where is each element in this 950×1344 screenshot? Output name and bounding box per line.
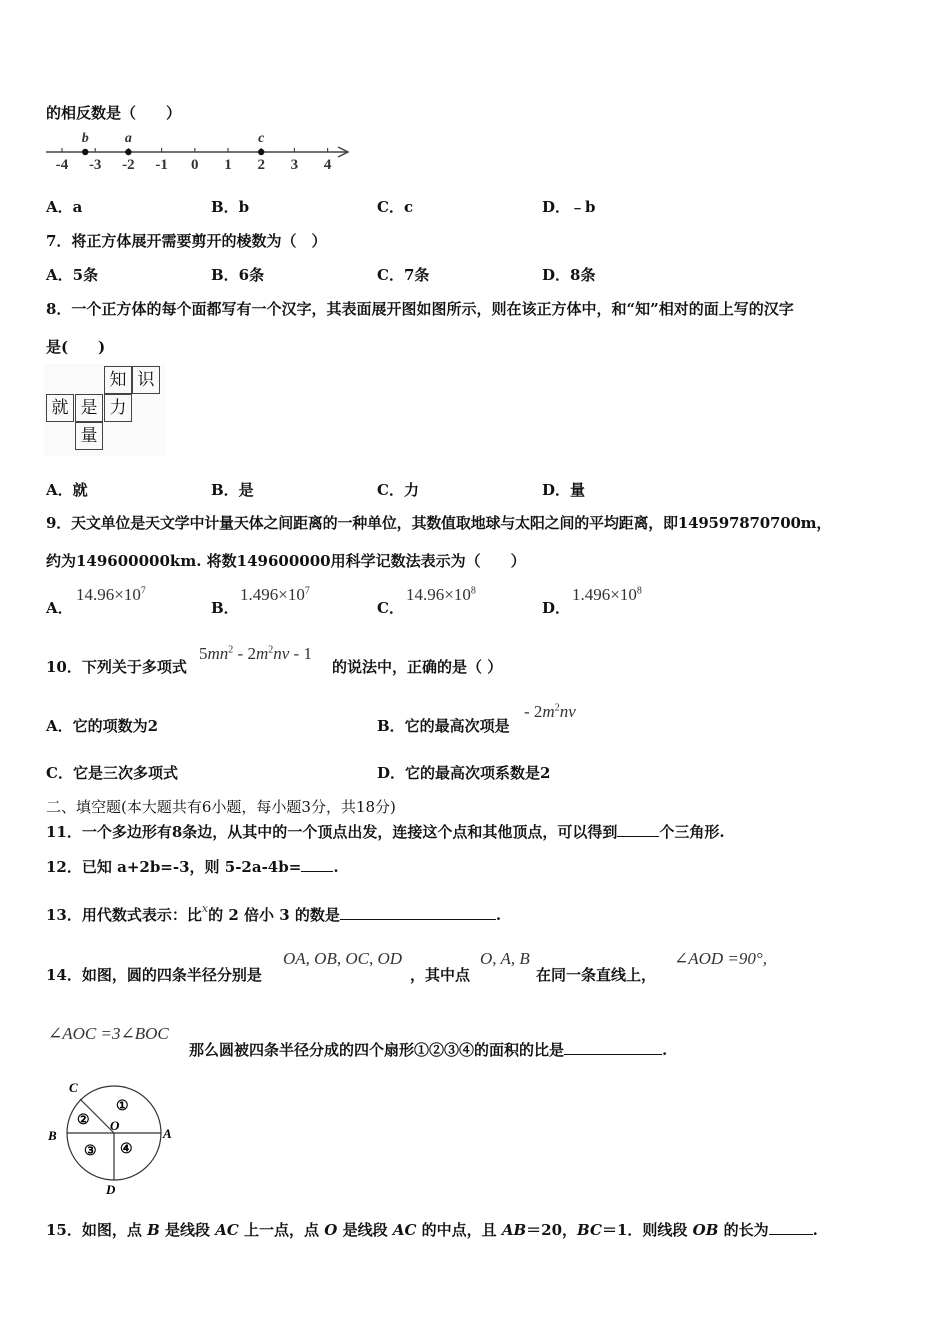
q13-text: 13．用代数式表示：比$^x$的 2 倍小 3 的数是 . (46, 902, 502, 924)
sector-3-label: ③ (84, 1144, 97, 1159)
q15-text: 15．如图，点 B 是线段 AC 上一点，点 O 是线段 AC 的中点，且 AB＝20，BC＝1．则线段 OB 的长为 . (46, 1221, 818, 1239)
sector-2-label: ② (77, 1113, 90, 1128)
q9-option-a-label[interactable]: A． (46, 599, 73, 617)
q9-option-b-label[interactable]: B． (211, 599, 239, 617)
q10-option-c[interactable]: C．它是三次多项式 (46, 764, 178, 782)
q8-option-c[interactable]: C．力 (377, 481, 419, 499)
numberline-tick-label: -2 (122, 157, 135, 173)
q14-mid: ，其中点 (410, 966, 471, 984)
q9-option-d-label[interactable]: D． (542, 599, 571, 617)
numberline-point-label: b (81, 131, 89, 146)
numberline-point-label: a (124, 131, 132, 146)
label-c: C (69, 1080, 78, 1095)
q12-text: 12．已知 a+2b=-3，则 5-2a-4b= . (46, 858, 339, 876)
numberline-point-label: c (258, 131, 265, 146)
q6-option-b[interactable]: B．b (211, 198, 250, 216)
net-face-liang: 量 (75, 422, 103, 450)
numberline-tick-label: 2 (257, 157, 265, 173)
q14-radii: OA, OB, OC, OD (283, 949, 402, 968)
q14-answer-blank[interactable] (564, 1040, 662, 1055)
q7-stem: 7．将正方体展开需要剪开的棱数为（ ） (46, 232, 327, 250)
q8-option-a[interactable]: A．就 (46, 481, 88, 499)
numberline-tick-label: 0 (191, 157, 199, 173)
q10-option-d[interactable]: D．它的最高次项系数是2 (377, 764, 551, 782)
numberline-tick-label: 4 (323, 157, 332, 173)
q13-answer-blank[interactable] (340, 905, 496, 920)
q10-option-a[interactable]: A．它的项数为2 (46, 717, 159, 735)
sector-1-label: ① (116, 1099, 129, 1114)
q10-stem-pre: 10．下列关于多项式 (46, 658, 187, 676)
q9-option-c-label[interactable]: C． (377, 599, 404, 617)
q6-option-a[interactable]: A．a (46, 198, 83, 216)
numberline-point-b (82, 149, 88, 155)
q14-line2: 那么圆被四条半径分成的四个扇形①②③④的面积的比是 . (189, 1041, 668, 1059)
numberline-tick-label: -1 (155, 157, 168, 173)
q9-stem-line1: 9．天文单位是天文学中计量天体之间距离的一种单位，其数值取地球与太阳之间的平均距离，即149597870700m， (46, 514, 832, 532)
q10-stem-post: 的说法中，正确的是（ ） (332, 658, 503, 676)
q12-answer-blank[interactable] (301, 857, 333, 872)
numberline-tick-label: 1 (224, 157, 232, 173)
q10-option-b-term[interactable]: - $2m^2nv$ (524, 702, 576, 721)
q8-stem-line2: 是( ) (46, 338, 106, 356)
q14-points: O, A, B (480, 949, 530, 968)
cube-net-figure (44, 364, 166, 456)
q7-option-c[interactable]: C．7条 (377, 266, 430, 284)
label-d: D (106, 1182, 116, 1197)
q7-option-b[interactable]: B．6条 (211, 266, 265, 284)
circle-sectors-figure (44, 1078, 180, 1202)
q6-stem-tail: 的相反数是（ ） (46, 104, 182, 122)
label-o: O (110, 1118, 120, 1133)
section-2-heading: 二、填空题(本大题共有6小题，每小题3分，共18分) (46, 798, 396, 816)
label-a: A (163, 1126, 172, 1141)
net-face-jiu: 就 (46, 394, 74, 422)
q9-option-a-value[interactable]: $14.96\times 10^7$ (76, 585, 146, 604)
q8-option-b[interactable]: B．是 (211, 481, 254, 499)
number-line-figure (44, 128, 354, 176)
q9-option-b-value[interactable]: $1.496\times 10^7$ (240, 585, 310, 604)
numberline-tick-label: -4 (55, 157, 69, 173)
numberline-tick-label: -3 (88, 157, 102, 173)
numberline-point-c (258, 149, 264, 155)
net-face-li: 力 (104, 394, 132, 422)
q8-stem-line1: 8．一个正方体的每个面都写有一个汉字，其表面展开图如图所示，则在该正方体中，和“知”相对的面上写的汉字 (46, 300, 794, 318)
net-face-zhi: 知 (104, 366, 132, 394)
q15-answer-blank[interactable] (769, 1220, 813, 1235)
sector-4-label: ④ (120, 1142, 133, 1157)
q10-option-b[interactable]: B．它的最高次项是 (377, 717, 510, 735)
net-face-shi2: 是 (75, 394, 103, 422)
numberline-tick-label: 3 (290, 157, 299, 173)
net-face-shi: 识 (132, 366, 160, 394)
q9-option-c-value[interactable]: $14.96\times 10^8$ (406, 585, 476, 604)
q10-polynomial: $5mn^2 - 2m^2nv - 1$ (199, 644, 312, 663)
q9-stem-line2: 约为149600000km. 将数149600000用科学记数法表示为（ ） (46, 552, 526, 570)
q8-option-d[interactable]: D．量 (542, 481, 586, 499)
q11-text: 11．一个多边形有8条边，从其中的一个顶点出发，连接这个点和其他顶点，可以得到 个三角形. (46, 823, 725, 841)
q14-post: 在同一条直线上， (536, 966, 657, 984)
q7-option-a[interactable]: A．5条 (46, 266, 99, 284)
q14-pre: 14．如图，圆的四条半径分别是 (46, 966, 262, 984)
q14-angle-aod: ∠AOD =90°, (674, 949, 767, 968)
q9-option-d-value[interactable]: $1.496\times 10^8$ (572, 585, 642, 604)
q6-option-c[interactable]: C．c (377, 198, 414, 216)
numberline-point-a (125, 149, 131, 155)
label-b: B (48, 1128, 57, 1143)
q6-option-d[interactable]: D．﹣b (542, 198, 596, 216)
q7-option-d[interactable]: D．8条 (542, 266, 596, 284)
q11-answer-blank[interactable] (617, 822, 659, 837)
q14-angle-aoc: ∠AOC =3∠BOC (48, 1024, 169, 1043)
